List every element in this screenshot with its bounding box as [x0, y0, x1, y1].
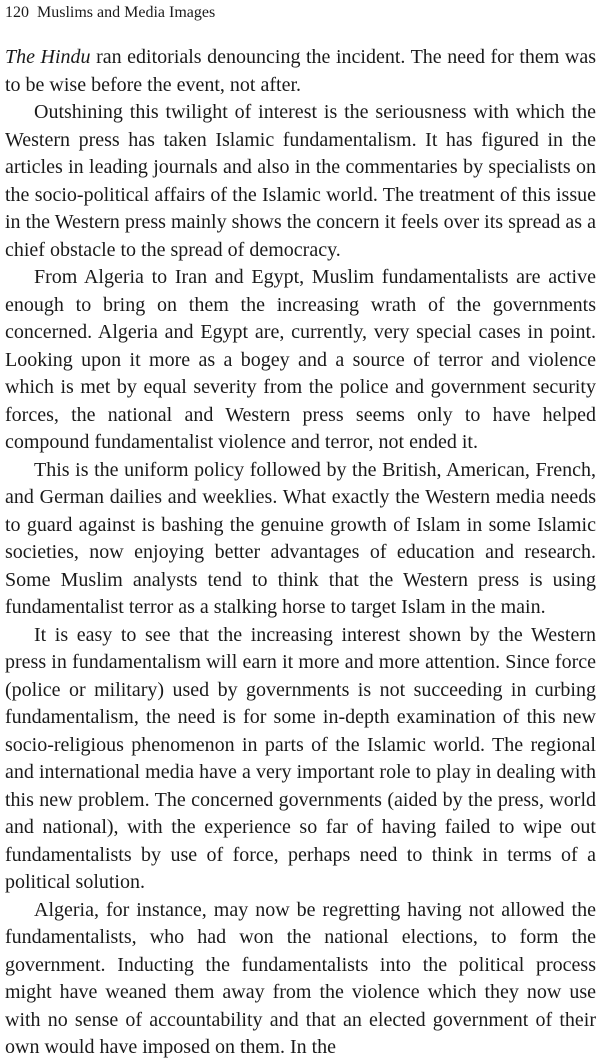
body-text — [5, 44, 596, 1062]
running-head — [5, 3, 215, 23]
paragraph-5: It is easy to see that the increasing interest shown by the Western press in fundamentalism will earn it more and more attention. Since force (police or military) used by governments is not succeeding in curbing fundamentalism, the need is for some in-depth examination of this new socio-religious phenomenon in parts of the Islamic world. The regional and international media have a very important role to play in dealing with this new problem. The concerned governments (aided by the press, world and national), with the experience so far of having failed to wipe out fundamentalists by use of force, perhaps need to think in terms of a political solution. — [5, 623, 596, 893]
publication-name: The Hindu — [5, 46, 91, 68]
page-number: 120 — [5, 4, 29, 21]
paragraph-6: Algeria, for instance, may now be regretting having not allowed the fundamentalists, who had won the national elections, to form the government. Inducting the fundamentalists into the political process might have weaned them away from the violence which they now use with no sense of accountability and that an elected government of their own would have imposed on them. In the — [5, 898, 596, 1058]
paragraph-1 — [5, 44, 596, 99]
paragraph-1-text: ran editorials denouncing the incident. The need for them was to be wise before the event, not after. — [5, 46, 597, 96]
paragraph-2: Outshining this twilight of interest is the seriousness with which the Western press has taken Islamic fundamentalism. It has figured in the articles in leading journals and also in the commentaries by specialists on the socio-political affairs of the Islamic world. The treatment of this issue in the Western press mainly shows the concern it feels over its spread as a chief obstacle to the spread of democracy. — [5, 101, 596, 261]
running-title: Muslims and Media Images — [37, 4, 216, 21]
paragraph-4: This is the uniform policy followed by the British, American, French, and German dailies and weeklies. What exactly the Western media needs to guard against is bashing the genuine growth of Islam in some Islamic societies, now enjoying better advantages of education and research. Some Muslim analysts tend to think that the Western press is using fundamentalist terror as a stalking horse to target Islam in the main. — [5, 458, 596, 618]
paragraph-3: From Algeria to Iran and Egypt, Muslim fundamentalists are active enough to bring on them the increasing wrath of the governments concerned. Algeria and Egypt are, currently, very special cases in point. Looking upon it more as a bogey and a source of terror and violence which is met by equal severity from the police and government security forces, the national and Western press seems only to have helped compound fundamentalist violence and terror, not ended it. — [5, 266, 596, 453]
